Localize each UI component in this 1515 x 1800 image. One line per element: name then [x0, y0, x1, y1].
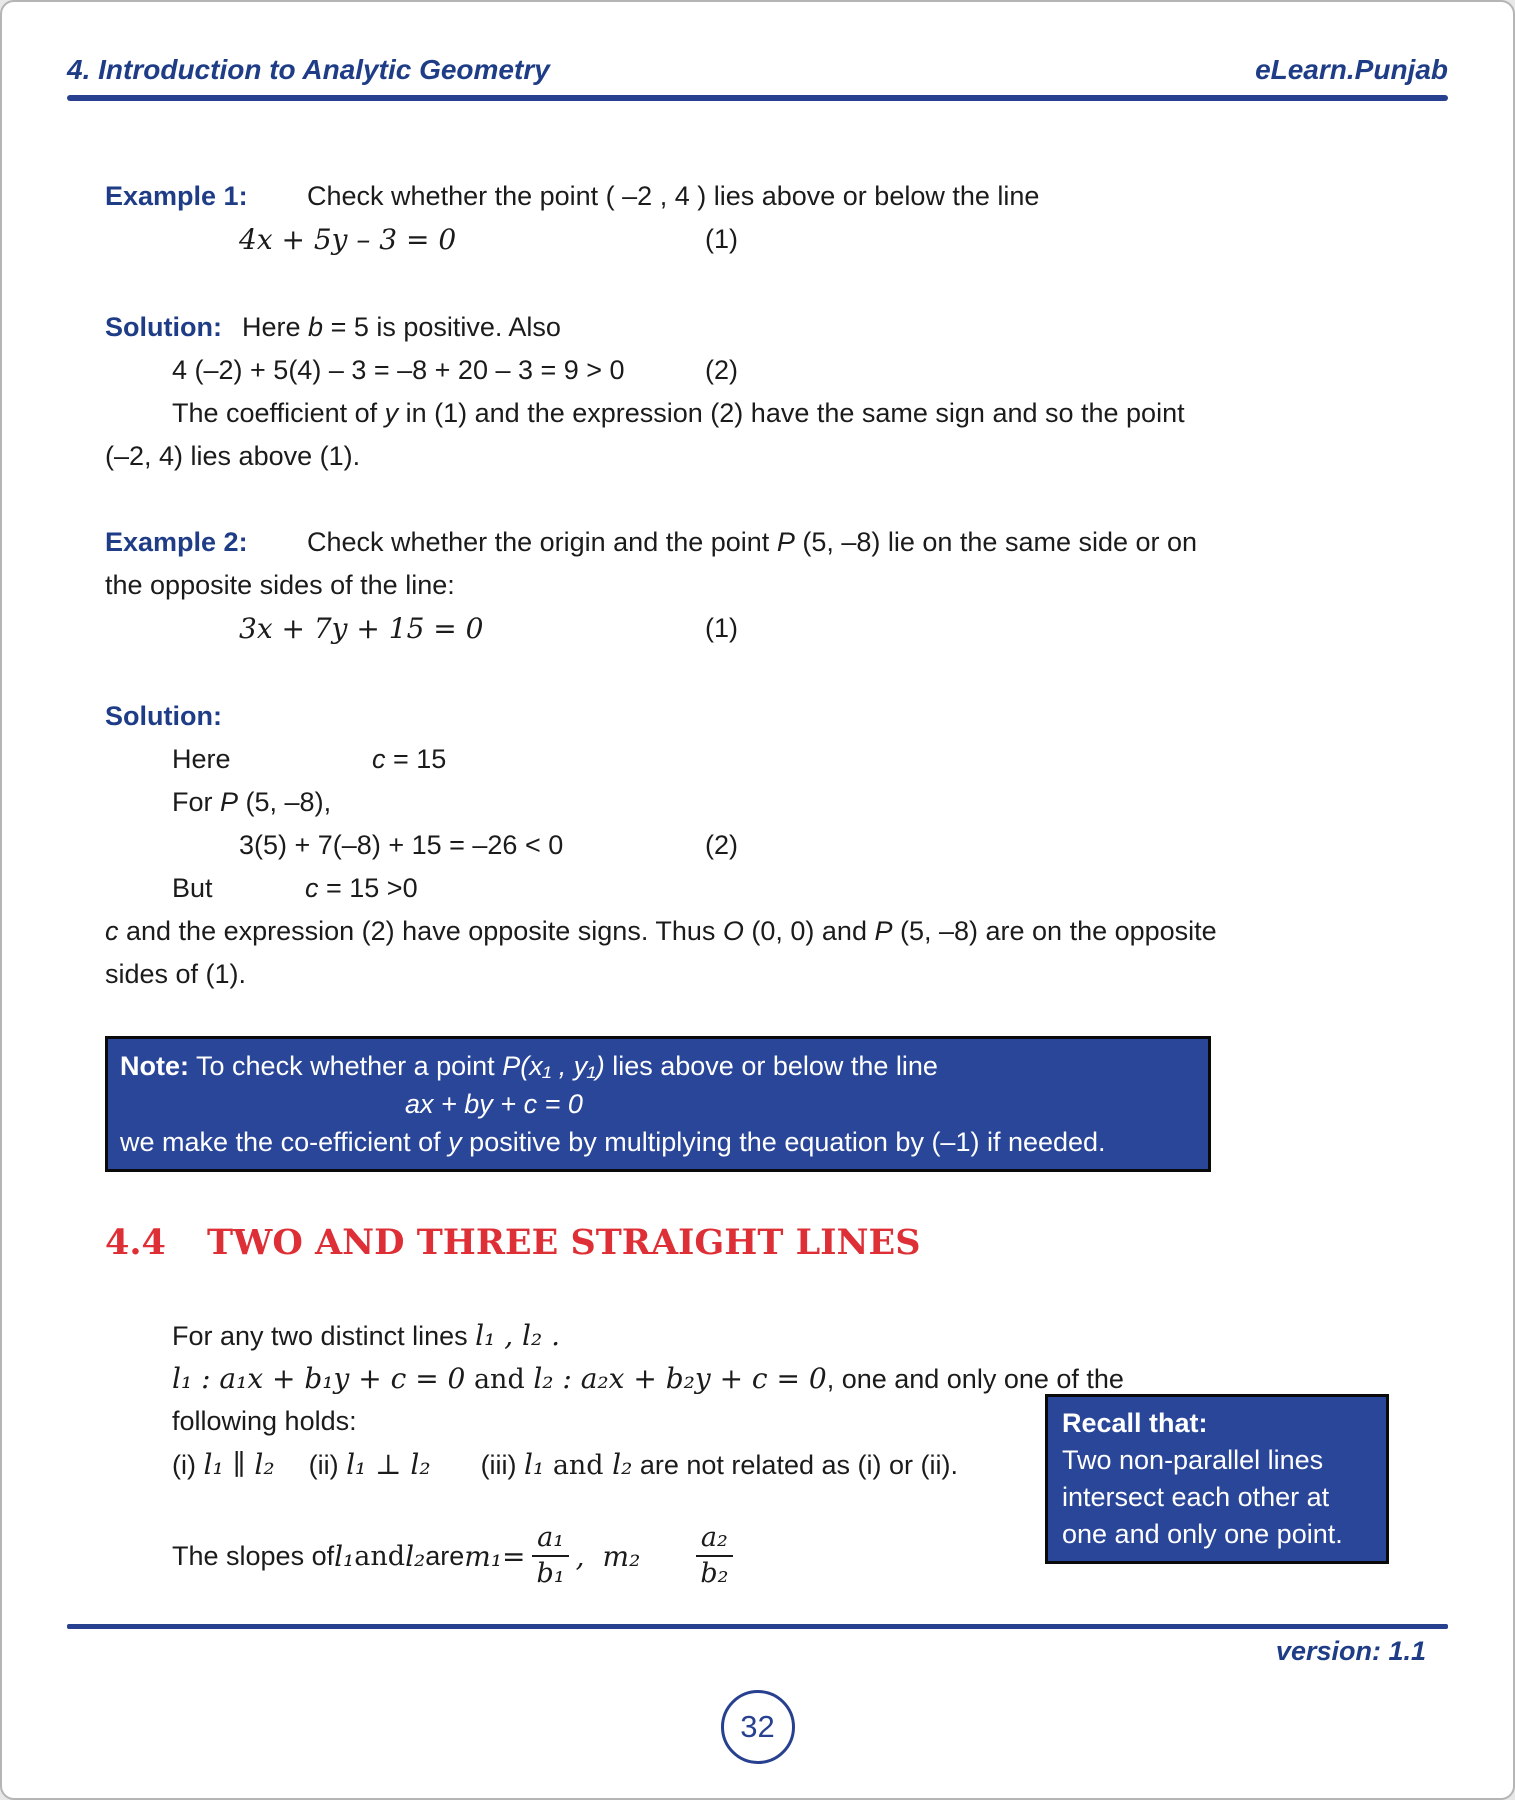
- example1-equation-row: [105, 218, 1410, 261]
- solution2-concl-var-p: P: [874, 916, 893, 946]
- slopes-m2: m₂: [602, 1539, 641, 1573]
- page-number: 32: [740, 1709, 775, 1744]
- example2-heading: [105, 521, 1410, 564]
- note-line3-var-y: y: [448, 1127, 462, 1157]
- solution1-para-post: in (1) and the expression (2) have the same sign and so the point: [398, 398, 1185, 428]
- para-line2-post: , one and only one of the: [826, 1364, 1124, 1394]
- solution2-but-value: = 15 >0: [318, 873, 418, 903]
- solution2-for-row: [105, 781, 1410, 824]
- fraction-a2-b2: [695, 1521, 733, 1591]
- slopes-are: are: [425, 1540, 465, 1571]
- fraction-a1-b1: [532, 1521, 570, 1591]
- note-equation: ax + by + c = 0: [405, 1089, 583, 1119]
- solution2-conclusion-line2: [105, 953, 1410, 996]
- solution2-label: Solution:: [105, 701, 222, 731]
- solution1-heading: [105, 306, 1410, 349]
- slopes-pre: The slopes of: [172, 1540, 335, 1571]
- solution1-para-line2: [105, 435, 1410, 478]
- equation-number-2a: (1): [705, 613, 738, 643]
- example2-prompt-continuation: the opposite sides of the line:: [105, 570, 455, 600]
- solution1-intro-pre: Here: [242, 312, 309, 342]
- relation-iii-and: and: [544, 1450, 613, 1481]
- solution1-intro-post: = 5 is positive. Also: [323, 312, 561, 342]
- para-line3-text: following holds:: [172, 1406, 357, 1436]
- fraction-a1-numerator: a₁: [532, 1521, 569, 1557]
- note-line1: [120, 1047, 1196, 1085]
- example2-equation-row: [105, 607, 1410, 650]
- page-content: [2, 101, 1513, 1604]
- note-line2: [120, 1085, 1196, 1123]
- solution2-heading: [105, 695, 1410, 738]
- recall-line3: one and only one point.: [1062, 1519, 1343, 1549]
- solution2-but-var-c: c: [305, 873, 319, 903]
- solution1-para-line1: [105, 392, 1410, 435]
- solution2-for-post: (5, –8),: [238, 787, 332, 817]
- page-header: [2, 2, 1513, 101]
- example2-section: [105, 521, 1410, 650]
- solution1-var-y: y: [384, 398, 399, 428]
- solution2-section: [105, 695, 1410, 996]
- note-line3-post: positive by multiplying the equation by (–1) if needed.: [461, 1127, 1106, 1157]
- relation-iii-math2: l₂: [612, 1448, 633, 1481]
- solution2-concl-var-c: c: [105, 916, 119, 946]
- relation-ii-label: (ii): [308, 1450, 347, 1480]
- solution1-label: Solution:: [105, 312, 222, 342]
- section-heading: [105, 1218, 1410, 1268]
- para-line2-and: and: [465, 1364, 534, 1395]
- solution2-for-var-p: P: [220, 787, 239, 817]
- solution2-here-row: [105, 738, 1410, 781]
- section-title: TWO AND THREE STRAIGHT LINES: [207, 1222, 921, 1263]
- solution2-here-label: Here: [172, 744, 231, 774]
- slopes-and: and: [354, 1540, 406, 1572]
- solution1-section: [105, 306, 1410, 478]
- section-number: 4.4: [105, 1222, 166, 1263]
- relation-ii-math: l₁ ⊥ l₂: [346, 1448, 431, 1481]
- relation-iii-label: (iii): [480, 1450, 525, 1480]
- solution1-var-b: b: [308, 312, 324, 342]
- recall-box: [1045, 1394, 1389, 1564]
- version-text: version: 1.1: [1275, 1636, 1426, 1666]
- example2-equation: 3x + 7y + 15 = 0: [239, 612, 484, 645]
- relation-i-label: (i): [172, 1450, 204, 1480]
- example1-label: Example 1:: [105, 181, 248, 211]
- example2-label: Example 2:: [105, 527, 248, 557]
- solution2-var-c: c: [372, 744, 386, 774]
- para-line1: [105, 1314, 1410, 1357]
- equation-number-1a: (1): [705, 224, 738, 254]
- solution2-calc: 3(5) + 7(–8) + 15 = –26 < 0: [239, 830, 564, 860]
- solution1-calc: 4 (–2) + 5(4) – 3 = –8 + 20 – 3 = 9 > 0: [172, 355, 625, 385]
- recall-line2: intersect each other at: [1062, 1482, 1330, 1512]
- slopes-comma: ,: [575, 1539, 585, 1573]
- solution2-concl-post: (5, –8) are on the opposite: [892, 916, 1217, 946]
- page-number-circle: [721, 1690, 795, 1764]
- example2-var-p: P: [776, 527, 795, 557]
- brand-title: eLearn.Punjab: [1255, 54, 1448, 85]
- solution2-but-row: [105, 867, 1410, 910]
- note-line3-pre: we make the co-efficient of: [120, 1127, 449, 1157]
- solution1-calc-row: [105, 349, 1410, 392]
- solution2-conclusion-line1: [105, 910, 1410, 953]
- note-label: Note:: [120, 1051, 189, 1081]
- para-line2-math2: l₂ : a₂x + b₂y + c = 0: [533, 1362, 827, 1395]
- example1-equation: 4x + 5y – 3 = 0: [239, 223, 457, 256]
- solution2-for-pre: For: [172, 787, 221, 817]
- solution2-concl-mid: (0, 0) and: [743, 916, 875, 946]
- equation-number-1b: (2): [705, 355, 738, 385]
- example1-section: [105, 175, 1410, 261]
- para-line1-math: l₁ , l₂ .: [475, 1319, 560, 1352]
- solution2-concl-pre: and the expression (2) have opposite signs. Thus: [118, 916, 723, 946]
- example2-prompt-pre: Check whether the origin and the point: [307, 527, 777, 557]
- example2-prompt-post: (5, –8) lie on the same side or on: [794, 527, 1198, 557]
- note-line1-pre: To check whether a point: [189, 1051, 503, 1081]
- solution1-para-pre: The coefficient of: [172, 398, 385, 428]
- fraction-a2-numerator: a₂: [696, 1521, 733, 1557]
- slopes-math-l2: l₂: [405, 1539, 426, 1573]
- equation-number-2b: (2): [705, 830, 738, 860]
- solution2-calc-row: [105, 824, 1410, 867]
- recall-label: Recall that:: [1062, 1408, 1208, 1438]
- footer-rule: [67, 1624, 1448, 1629]
- fraction-b2-denominator: b₂: [700, 1558, 729, 1589]
- relation-iii-post: are not related as (i) or (ii).: [632, 1450, 958, 1480]
- solution2-but-label: But: [172, 873, 213, 903]
- para-line2-math1: l₁ : a₁x + b₁y + c = 0: [172, 1362, 466, 1395]
- example2-prompt-line2: [105, 564, 1410, 607]
- chapter-title: 4. Introduction to Analytic Geometry: [67, 54, 550, 85]
- example1-prompt: Check whether the point ( –2 , 4 ) lies above or below the line: [307, 181, 1040, 211]
- solution2-here-value: = 15: [385, 744, 447, 774]
- para-line1-pre: For any two distinct lines: [172, 1321, 476, 1351]
- fraction-b1-denominator: b₁: [536, 1558, 565, 1589]
- relation-i-math: l₁ ∥ l₂: [203, 1448, 275, 1481]
- solution2-concl-var-o: O: [722, 916, 744, 946]
- recall-line1: Two non-parallel lines: [1062, 1445, 1324, 1475]
- solution2-concl-continuation: sides of (1).: [105, 959, 247, 989]
- example1-heading: [105, 175, 1410, 218]
- note-line3: [120, 1123, 1196, 1161]
- solution1-conclusion: (–2, 4) lies above (1).: [105, 441, 361, 471]
- note-box: [105, 1036, 1211, 1172]
- relation-iii-math1: l₁: [524, 1448, 545, 1481]
- note-line1-post: lies above or below the line: [604, 1051, 938, 1081]
- slopes-math-l1: l₁: [334, 1539, 355, 1573]
- slopes-m1: m₁=: [464, 1539, 526, 1573]
- note-line1-math: P(x₁ , y₁): [502, 1051, 605, 1081]
